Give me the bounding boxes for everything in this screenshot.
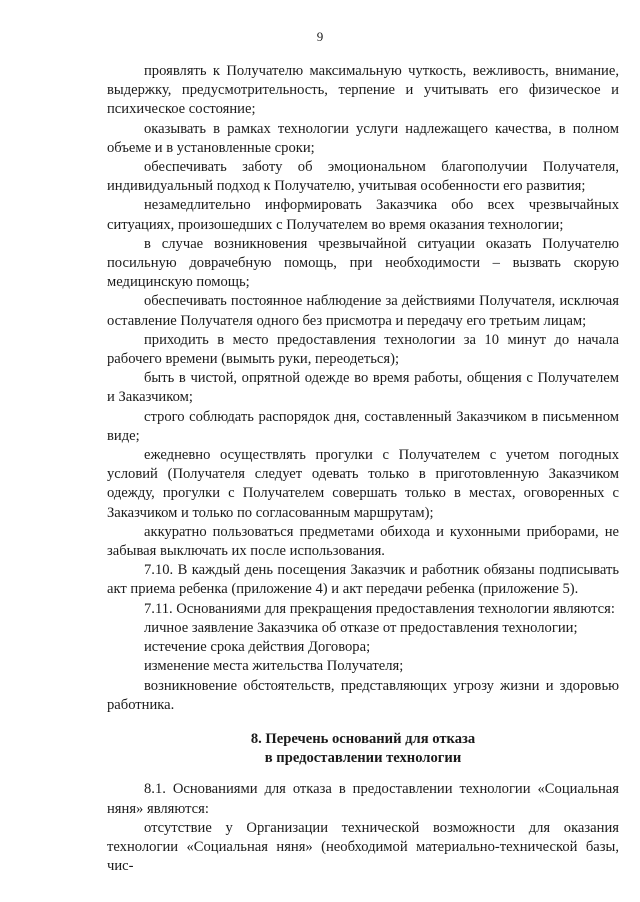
paragraph: незамедлительно информировать Заказчика обо всех чрезвычайных ситуациях, произошедших с Получателем во время оказания технологии; (107, 197, 619, 233)
paragraph: истечение срока действия Договора; (144, 639, 371, 656)
section-heading (107, 730, 619, 768)
paragraph: обеспечивать постоянное наблюдение за действиями Получателя, исключая оставление Получателя одного без присмотра и передачу его третьим лицам; (107, 293, 619, 329)
paragraph: личное заявление Заказчика об отказе от предоставления технологии; (144, 619, 578, 636)
paragraph: оказывать в рамках технологии услуги надлежащего качества, в полном объеме и в установленные сроки; (107, 120, 619, 156)
paragraph: приходить в место предоставления технологии за 10 минут до начала рабочего времени (вымыть руки, переодеться); (107, 331, 619, 368)
paragraph: строго соблюдать распорядок дня, составленный Заказчиком в письменном виде; (107, 408, 619, 444)
section-heading-line: в предоставлении технологии (264, 750, 462, 767)
paragraph: отсутствие у Организации технической возможности для оказания технологии «Социальная няня» (необходимой материально-технической базы, чис- (107, 819, 619, 875)
section-heading-line: 8. Перечень оснований для отказа (250, 730, 476, 747)
paragraph: возникновение обстоятельств, представляющих угрозу жизни и здоровью работника. (107, 677, 619, 713)
paragraph: обеспечивать заботу об эмоциональном благополучии Получателя, индивидуальный подход к Получателю, учитывая особенности его развития; (107, 159, 619, 195)
paragraph: проявлять к Получателю максимальную чуткость, вежливость, внимание, выдержку, предусмотрительность, терпение и учитывать его физическое и психическое состояние; (107, 63, 619, 118)
paragraph: аккуратно пользоваться предметами обихода и кухонными приборами, не забывая выключать их после использования. (107, 523, 619, 560)
document-body (107, 62, 619, 876)
paragraph: ежедневно осуществлять прогулки с Получателем с учетом погодных условий (Получателя следует одевать только в приготовленную Заказчиком одежду, прогулки с Получателем совершать только в местах, оговоренных с Заказчиком и только по согласованным маршрутам); (107, 447, 619, 521)
paragraph: в случае возникновения чрезвычайной ситуации оказать Получателю посильную доврачебную помощь, при необходимости – вызвать скорую медицинскую помощь; (107, 235, 619, 291)
paragraph: 7.11. Основаниями для прекращения предоставления технологии являются: (144, 600, 615, 617)
paragraph: изменение места жительства Получателя; (144, 658, 404, 675)
paragraph: 8.1. Основаниями для отказа в предоставлении технологии «Социальная няня» являются: (107, 781, 619, 817)
paragraph: быть в чистой, опрятной одежде во время работы, общения с Получателем и Заказчиком; (107, 370, 619, 406)
page-number: 9 (316, 29, 324, 44)
paragraph: 7.10. В каждый день посещения Заказчик и работник обязаны подписывать акт приема ребенка (приложение 4) и акт передачи ребенка (приложение 5). (107, 562, 619, 598)
